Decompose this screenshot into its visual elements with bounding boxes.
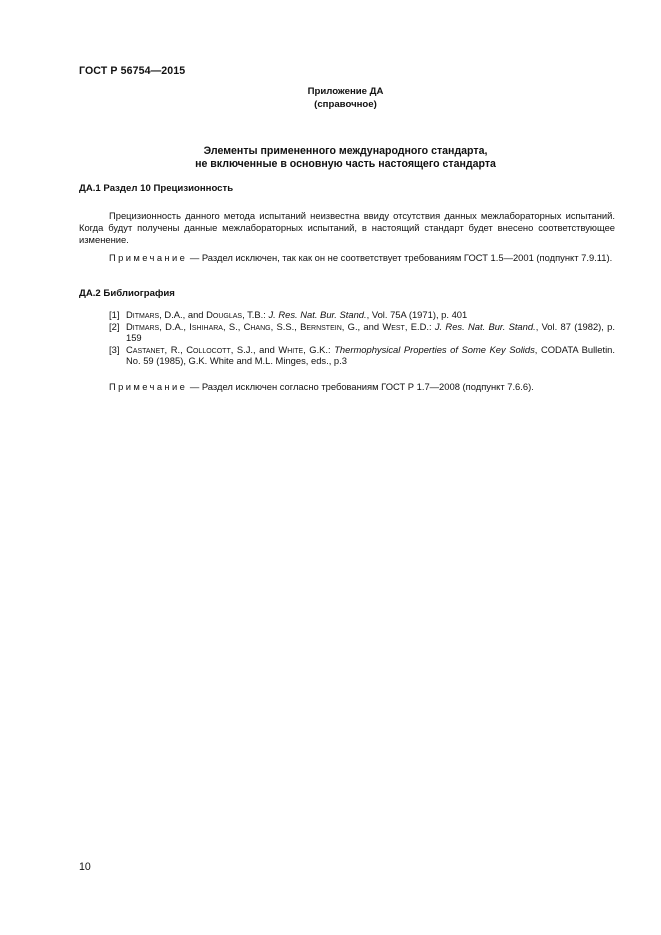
- bibliography-item: [79, 321, 615, 344]
- author-rest: , T.B.:: [242, 309, 269, 320]
- bibliography-item-number: [3]: [109, 343, 120, 355]
- author-surname: Ditmars: [126, 309, 160, 320]
- bibliography-list: [79, 309, 615, 367]
- author-surname: Chang: [243, 320, 271, 332]
- section-da2-heading: ДА.2 Библиография: [79, 288, 175, 299]
- journal-title: J. Res. Nat. Bur. Stand.: [268, 309, 367, 320]
- author-rest: , E.D.:: [404, 320, 435, 332]
- bibliography-block: [79, 309, 615, 367]
- annex-title: Приложение ДА: [307, 86, 384, 97]
- author-surname: Collocott: [186, 343, 231, 355]
- note-text: — Раздел исключен, так как он не соответствует требованиям ГОСТ 1.5—2001 (подпункт 7.9.11).: [187, 252, 613, 263]
- section-da1-note-block: [79, 252, 615, 264]
- note-text: — Раздел исключен согласно требованиям ГОСТ Р 1.7—2008 (подпункт 7.6.6).: [187, 381, 534, 392]
- annex-heading: [0, 86, 661, 111]
- section-da2-note-block: [79, 381, 615, 393]
- document-title-line2: не включенные в основную часть настоящего стандарта: [195, 158, 496, 170]
- author-rest: , S.J., and: [230, 343, 279, 355]
- section-da1-paragraph: Прецизионность данного метода испытаний неизвестна ввиду отсутствия данных межлабораторных испытаний. Когда будут получены данные межлабораторных испытаний, в настоящий стандарт будет внесено соответствующее изменение.: [79, 210, 615, 246]
- reference-details: , CODATA Bulletin. No. 59 (1985), G.K. White and M.L. Minges, eds., p.3: [126, 343, 615, 367]
- reference-details: , Vol. 87 (1982), p. 159: [126, 320, 616, 344]
- annex-type: (справочное): [314, 98, 377, 110]
- note-label: Примечание: [109, 252, 188, 263]
- bibliography-item-number: [2]: [109, 320, 120, 332]
- author-surname: Castanet: [126, 343, 165, 355]
- author-rest: , S.S.,: [270, 320, 301, 332]
- section-da1-paragraph-block: [79, 210, 615, 247]
- author-rest: , S.,: [222, 320, 244, 332]
- author-rest: , G.K.:: [303, 343, 335, 355]
- document-title: [0, 145, 661, 171]
- author-surname: Douglas: [206, 309, 243, 320]
- author-rest: , D.A.,: [159, 320, 190, 332]
- section-da1-heading: ДА.1 Раздел 10 Прецизионность: [79, 183, 234, 194]
- section-da2-heading-block: [79, 288, 615, 300]
- author-surname: West: [382, 320, 405, 332]
- document-header: [79, 65, 185, 77]
- bibliography-item: [79, 344, 615, 367]
- author-rest: , G., and: [341, 320, 383, 332]
- document-title-line1: Элементы примененного международного стандарта,: [203, 145, 488, 157]
- section-da1-note: [79, 252, 615, 264]
- section-da1-heading-block: [79, 183, 615, 195]
- author-surname: Bernstein: [300, 320, 342, 332]
- section-da2-note: [79, 381, 615, 393]
- note-label: Примечание: [109, 381, 188, 392]
- bibliography-item-number: [1]: [109, 309, 120, 320]
- reference-details: , Vol. 75A (1971), p. 401: [366, 309, 468, 320]
- author-surname: Ditmars: [126, 320, 160, 332]
- author-surname: White: [278, 343, 304, 355]
- page-number: 10: [79, 861, 91, 873]
- author-rest: , D.A., and: [159, 309, 207, 320]
- standard-id: ГОСТ Р 56754—2015: [79, 65, 186, 77]
- author-rest: , R.,: [164, 343, 187, 355]
- author-surname: Ishihara: [189, 320, 223, 332]
- bibliography-item: [79, 309, 615, 321]
- journal-title: J. Res. Nat. Bur. Stand.: [434, 320, 536, 332]
- journal-title: Thermophysical Properties of Some Key Solids: [334, 343, 535, 355]
